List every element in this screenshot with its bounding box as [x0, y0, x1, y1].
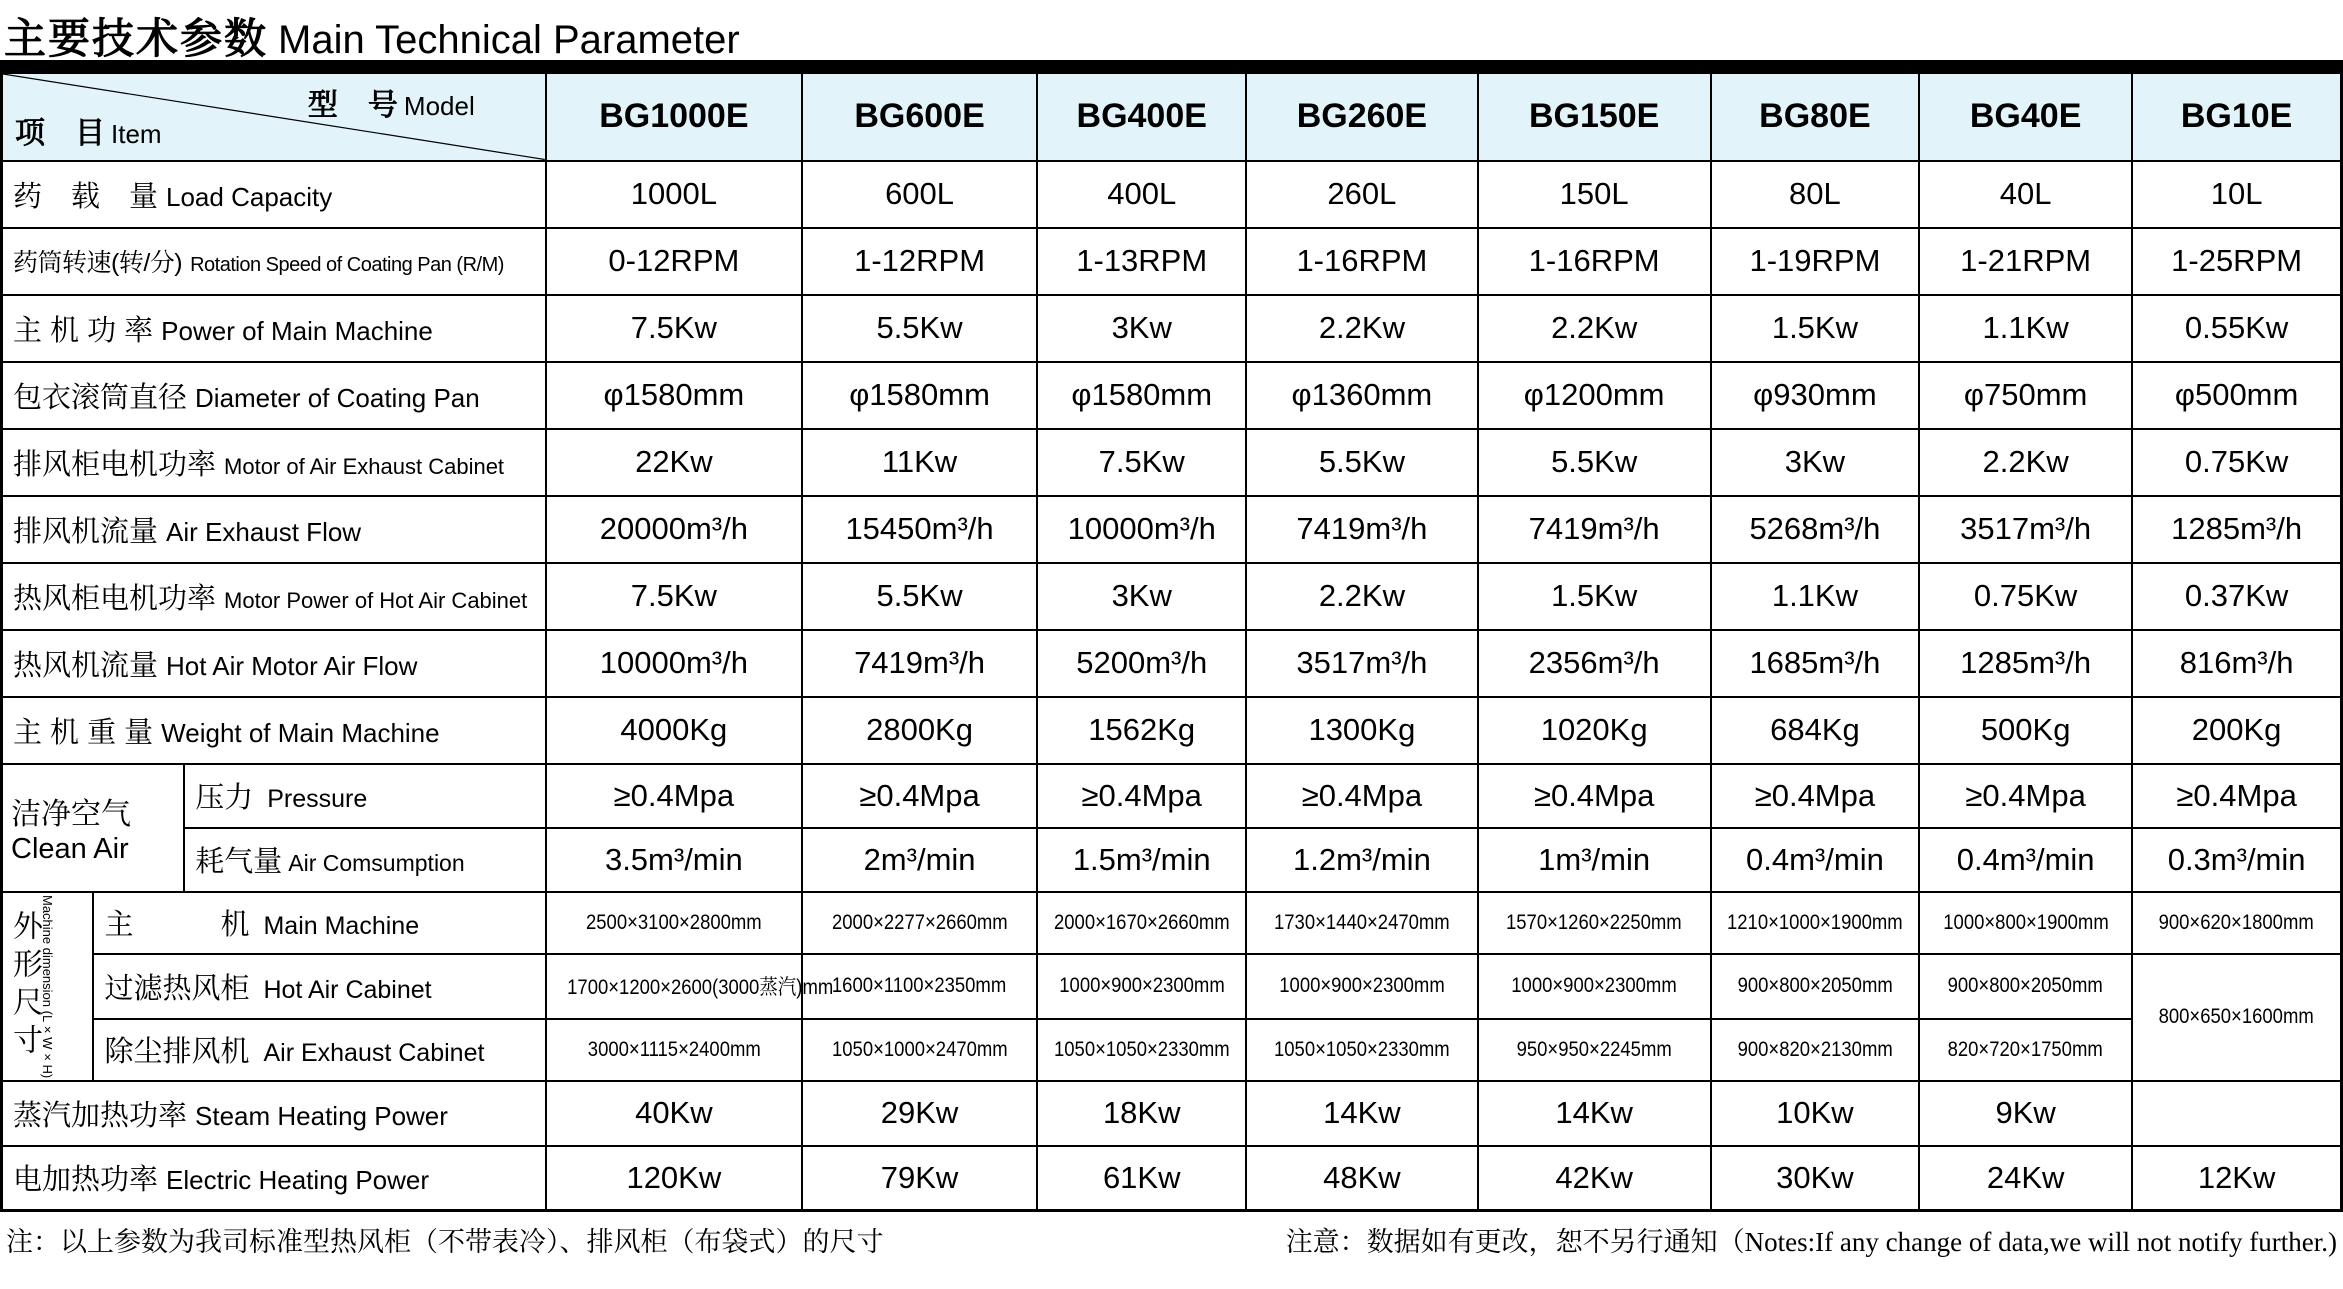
- model-header: BG1000E: [546, 73, 802, 161]
- model-header: BG600E: [802, 73, 1037, 161]
- value-cell: ≥0.4Mpa: [546, 764, 802, 828]
- value-cell: 5.5Kw: [1478, 429, 1711, 496]
- value-cell: ≥0.4Mpa: [1919, 764, 2132, 828]
- value-cell: 40Kw: [546, 1081, 802, 1146]
- value-cell: 0.75Kw: [2132, 429, 2341, 496]
- value-cell: φ1360mm: [1246, 362, 1477, 429]
- value-cell-empty: [2132, 1081, 2341, 1146]
- value-cell: 0.4m³/min: [1919, 828, 2132, 892]
- value-cell: 2m³/min: [802, 828, 1037, 892]
- value-cell: 10Kw: [1711, 1081, 1919, 1146]
- row-label: 药 载 量 Load Capacity: [2, 161, 546, 228]
- value-cell: 10L: [2132, 161, 2341, 228]
- value-cell: 3Kw: [1037, 295, 1246, 362]
- model-axis-label-en: Model: [403, 91, 475, 121]
- value-cell: 900×820×2130mm: [1711, 1019, 1919, 1081]
- value-cell: φ1580mm: [546, 362, 802, 429]
- value-cell: 79Kw: [802, 1146, 1037, 1211]
- model-header: BG40E: [1919, 73, 2132, 161]
- value-cell: 1700×1200×2600(3000蒸汽)mm: [546, 954, 802, 1019]
- row-label: 主 机 重 量 Weight of Main Machine: [2, 697, 546, 764]
- value-cell: 900×800×2050mm: [1919, 954, 2132, 1019]
- row-label: 药筒转速(转/分) Rotation Speed of Coating Pan (R/M): [2, 228, 546, 295]
- item-axis-label-zh: 项 目: [15, 116, 105, 150]
- table-row-dimension-main-machine: [2, 892, 2342, 954]
- value-cell: 7.5Kw: [1037, 429, 1246, 496]
- value-cell: 22Kw: [546, 429, 802, 496]
- value-cell: 3Kw: [1037, 563, 1246, 630]
- value-cell: 14Kw: [1246, 1081, 1477, 1146]
- value-cell: 20000m³/h: [546, 496, 802, 563]
- value-cell: 950×950×2245mm: [1478, 1019, 1711, 1081]
- row-label: 热风柜电机功率 Motor Power of Hot Air Cabinet: [2, 563, 546, 630]
- value-cell: 1000×900×2300mm: [1037, 954, 1246, 1019]
- value-cell: ≥0.4Mpa: [2132, 764, 2341, 828]
- value-cell: 0.37Kw: [2132, 563, 2341, 630]
- table-row-hot-air-flow: [2, 630, 2342, 697]
- model-item-diagonal-cell: [2, 73, 546, 161]
- page-title-zh: 主要技术参数: [4, 15, 269, 62]
- table-row-dimension-exhaust-cabinet: [2, 1019, 2342, 1081]
- value-cell: 5200m³/h: [1037, 630, 1246, 697]
- footnotes: [0, 1212, 2343, 1259]
- header-row: [2, 73, 2342, 161]
- value-cell: φ1200mm: [1478, 362, 1711, 429]
- row-label: 主 机 Main Machine: [93, 892, 545, 954]
- value-cell: 7.5Kw: [546, 295, 802, 362]
- value-cell: 1.1Kw: [1711, 563, 1919, 630]
- value-cell: φ1580mm: [802, 362, 1037, 429]
- row-label: 排风柜电机功率 Motor of Air Exhaust Cabinet: [2, 429, 546, 496]
- value-cell: 24Kw: [1919, 1146, 2132, 1211]
- value-cell: 7.5Kw: [546, 563, 802, 630]
- value-cell: 1m³/min: [1478, 828, 1711, 892]
- value-cell: ≥0.4Mpa: [1711, 764, 1919, 828]
- value-cell: 40L: [1919, 161, 2132, 228]
- row-label: 电加热功率 Electric Heating Power: [2, 1146, 546, 1211]
- model-header: BG10E: [2132, 73, 2341, 161]
- value-cell: 7419m³/h: [802, 630, 1037, 697]
- value-cell: 1-25RPM: [2132, 228, 2341, 295]
- value-cell: 5.5Kw: [802, 295, 1037, 362]
- value-cell: 2.2Kw: [1478, 295, 1711, 362]
- value-cell-merged-bg10e: 800×650×1600mm: [2132, 954, 2341, 1081]
- value-cell: 684Kg: [1711, 697, 1919, 764]
- model-header: BG400E: [1037, 73, 1246, 161]
- value-cell: 5.5Kw: [1246, 429, 1477, 496]
- value-cell: φ930mm: [1711, 362, 1919, 429]
- model-axis-label: [308, 80, 475, 124]
- table-row-main-weight: [2, 697, 2342, 764]
- value-cell: 1050×1050×2330mm: [1037, 1019, 1246, 1081]
- value-cell: 600L: [802, 161, 1037, 228]
- value-cell: φ750mm: [1919, 362, 2132, 429]
- value-cell: 1-16RPM: [1246, 228, 1477, 295]
- table-row-electric-heating: [2, 1146, 2342, 1211]
- value-cell: 0.75Kw: [1919, 563, 2132, 630]
- value-cell: 2000×2277×2660mm: [802, 892, 1037, 954]
- row-label: 包衣滚筒直径 Diameter of Coating Pan: [2, 362, 546, 429]
- value-cell: ≥0.4Mpa: [1478, 764, 1711, 828]
- value-cell: 1210×1000×1900mm: [1711, 892, 1919, 954]
- value-cell: 12Kw: [2132, 1146, 2341, 1211]
- row-label: 排风机流量 Air Exhaust Flow: [2, 496, 546, 563]
- value-cell: 42Kw: [1478, 1146, 1711, 1211]
- value-cell: 2356m³/h: [1478, 630, 1711, 697]
- row-label: 主 机 功 率 Power of Main Machine: [2, 295, 546, 362]
- value-cell: 18Kw: [1037, 1081, 1246, 1146]
- value-cell: 9Kw: [1919, 1081, 2132, 1146]
- value-cell: ≥0.4Mpa: [1037, 764, 1246, 828]
- value-cell: 1-21RPM: [1919, 228, 2132, 295]
- table-row-pan-diameter: [2, 362, 2342, 429]
- value-cell: φ500mm: [2132, 362, 2341, 429]
- value-cell: 900×800×2050mm: [1711, 954, 1919, 1019]
- value-cell: ≥0.4Mpa: [1246, 764, 1477, 828]
- value-cell: 7419m³/h: [1246, 496, 1477, 563]
- value-cell: 150L: [1478, 161, 1711, 228]
- row-label: 蒸汽加热功率 Steam Heating Power: [2, 1081, 546, 1146]
- value-cell: 3.5m³/min: [546, 828, 802, 892]
- model-header: BG260E: [1246, 73, 1477, 161]
- table-row-steam-heating: [2, 1081, 2342, 1146]
- value-cell: 10000m³/h: [546, 630, 802, 697]
- value-cell: 30Kw: [1711, 1146, 1919, 1211]
- value-cell: 3Kw: [1711, 429, 1919, 496]
- table-row-dimension-hot-air-cabinet: [2, 954, 2342, 1019]
- value-cell: 1730×1440×2470mm: [1246, 892, 1477, 954]
- value-cell: 29Kw: [802, 1081, 1037, 1146]
- value-cell: 3000×1115×2400mm: [546, 1019, 802, 1081]
- value-cell: 5.5Kw: [802, 563, 1037, 630]
- table-row-main-power: [2, 295, 2342, 362]
- table-row-exhaust-flow: [2, 496, 2342, 563]
- value-cell: 1000×900×2300mm: [1478, 954, 1711, 1019]
- table-row-rotation-speed: [2, 228, 2342, 295]
- value-cell: 1600×1100×2350mm: [802, 954, 1037, 1019]
- value-cell: 260L: [1246, 161, 1477, 228]
- value-cell: 61Kw: [1037, 1146, 1246, 1211]
- value-cell: 2800Kg: [802, 697, 1037, 764]
- value-cell: 1-13RPM: [1037, 228, 1246, 295]
- value-cell: 1-16RPM: [1478, 228, 1711, 295]
- value-cell: 1685m³/h: [1711, 630, 1919, 697]
- value-cell: 1300Kg: [1246, 697, 1477, 764]
- row-label: 热风机流量 Hot Air Motor Air Flow: [2, 630, 546, 697]
- value-cell: 5268m³/h: [1711, 496, 1919, 563]
- value-cell: 0.4m³/min: [1711, 828, 1919, 892]
- page-title: [0, 0, 2343, 60]
- value-cell: 400L: [1037, 161, 1246, 228]
- value-cell: 2.2Kw: [1246, 295, 1477, 362]
- value-cell: 0.3m³/min: [2132, 828, 2341, 892]
- item-axis-label-en: Item: [111, 118, 162, 149]
- value-cell: 1.1Kw: [1919, 295, 2132, 362]
- value-cell: 1.5Kw: [1478, 563, 1711, 630]
- value-cell: 1000L: [546, 161, 802, 228]
- value-cell: 4000Kg: [546, 697, 802, 764]
- value-cell: 48Kw: [1246, 1146, 1477, 1211]
- value-cell: 1562Kg: [1037, 697, 1246, 764]
- value-cell: 200Kg: [2132, 697, 2341, 764]
- row-label: 耗气量 Air Comsumption: [184, 828, 546, 892]
- table-row-clean-air-consumption: [2, 828, 2342, 892]
- value-cell: 816m³/h: [2132, 630, 2341, 697]
- value-cell: 900×620×1800mm: [2132, 892, 2341, 954]
- value-cell: 1050×1050×2330mm: [1246, 1019, 1477, 1081]
- value-cell: 7419m³/h: [1478, 496, 1711, 563]
- value-cell: ≥0.4Mpa: [802, 764, 1037, 828]
- value-cell: 10000m³/h: [1037, 496, 1246, 563]
- technical-parameter-table: [0, 71, 2343, 1212]
- value-cell: 2.2Kw: [1246, 563, 1477, 630]
- value-cell: 3517m³/h: [1919, 496, 2132, 563]
- value-cell: 3517m³/h: [1246, 630, 1477, 697]
- value-cell: 1285m³/h: [1919, 630, 2132, 697]
- footnote-right: 注意：数据如有更改，恕不另行通知（Notes:If any change of data,we will not notify further.): [1285, 1227, 2337, 1258]
- value-cell: 2000×1670×2660mm: [1037, 892, 1246, 954]
- table-row-hot-air-motor: [2, 563, 2342, 630]
- dimension-group-label: 外形尺寸 Machine dimension (L×W×H): [2, 892, 94, 1081]
- value-cell: 820×720×1750mm: [1919, 1019, 2132, 1081]
- value-cell: 1000×800×1900mm: [1919, 892, 2132, 954]
- footnote-left: 注：以上参数为我司标准型热风柜（不带表冷）、排风柜（布袋式）的尺寸: [6, 1227, 884, 1258]
- row-label: 除尘排风机 Air Exhaust Cabinet: [93, 1019, 545, 1081]
- model-header: BG150E: [1478, 73, 1711, 161]
- clean-air-group-label: 洁净空气 Clean Air: [2, 764, 185, 892]
- table-row-clean-air-pressure: [2, 764, 2342, 828]
- value-cell: 2500×3100×2800mm: [546, 892, 802, 954]
- value-cell: 1285m³/h: [2132, 496, 2341, 563]
- value-cell: 1.2m³/min: [1246, 828, 1477, 892]
- item-axis-label: [15, 108, 162, 152]
- model-header: BG80E: [1711, 73, 1919, 161]
- value-cell: 2.2Kw: [1919, 429, 2132, 496]
- value-cell: 0.55Kw: [2132, 295, 2341, 362]
- value-cell: 11Kw: [802, 429, 1037, 496]
- value-cell: φ1580mm: [1037, 362, 1246, 429]
- value-cell: 1.5m³/min: [1037, 828, 1246, 892]
- value-cell: 1020Kg: [1478, 697, 1711, 764]
- value-cell: 15450m³/h: [802, 496, 1037, 563]
- value-cell: 1.5Kw: [1711, 295, 1919, 362]
- table-row-load-capacity: [2, 161, 2342, 228]
- model-axis-label-zh: 型 号: [307, 89, 398, 122]
- value-cell: 1000×900×2300mm: [1246, 954, 1477, 1019]
- value-cell: 14Kw: [1478, 1081, 1711, 1146]
- value-cell: 0-12RPM: [546, 228, 802, 295]
- value-cell: 1570×1260×2250mm: [1478, 892, 1711, 954]
- value-cell: 1-12RPM: [802, 228, 1037, 295]
- value-cell: 1050×1000×2470mm: [802, 1019, 1037, 1081]
- table-row-exhaust-motor: [2, 429, 2342, 496]
- value-cell: 1-19RPM: [1711, 228, 1919, 295]
- row-label: 过滤热风柜 Hot Air Cabinet: [93, 954, 545, 1019]
- value-cell: 80L: [1711, 161, 1919, 228]
- row-label: 压力 Pressure: [184, 764, 546, 828]
- value-cell: 120Kw: [546, 1146, 802, 1211]
- value-cell: 500Kg: [1919, 697, 2132, 764]
- page-title-en: Main Technical Parameter: [278, 18, 740, 62]
